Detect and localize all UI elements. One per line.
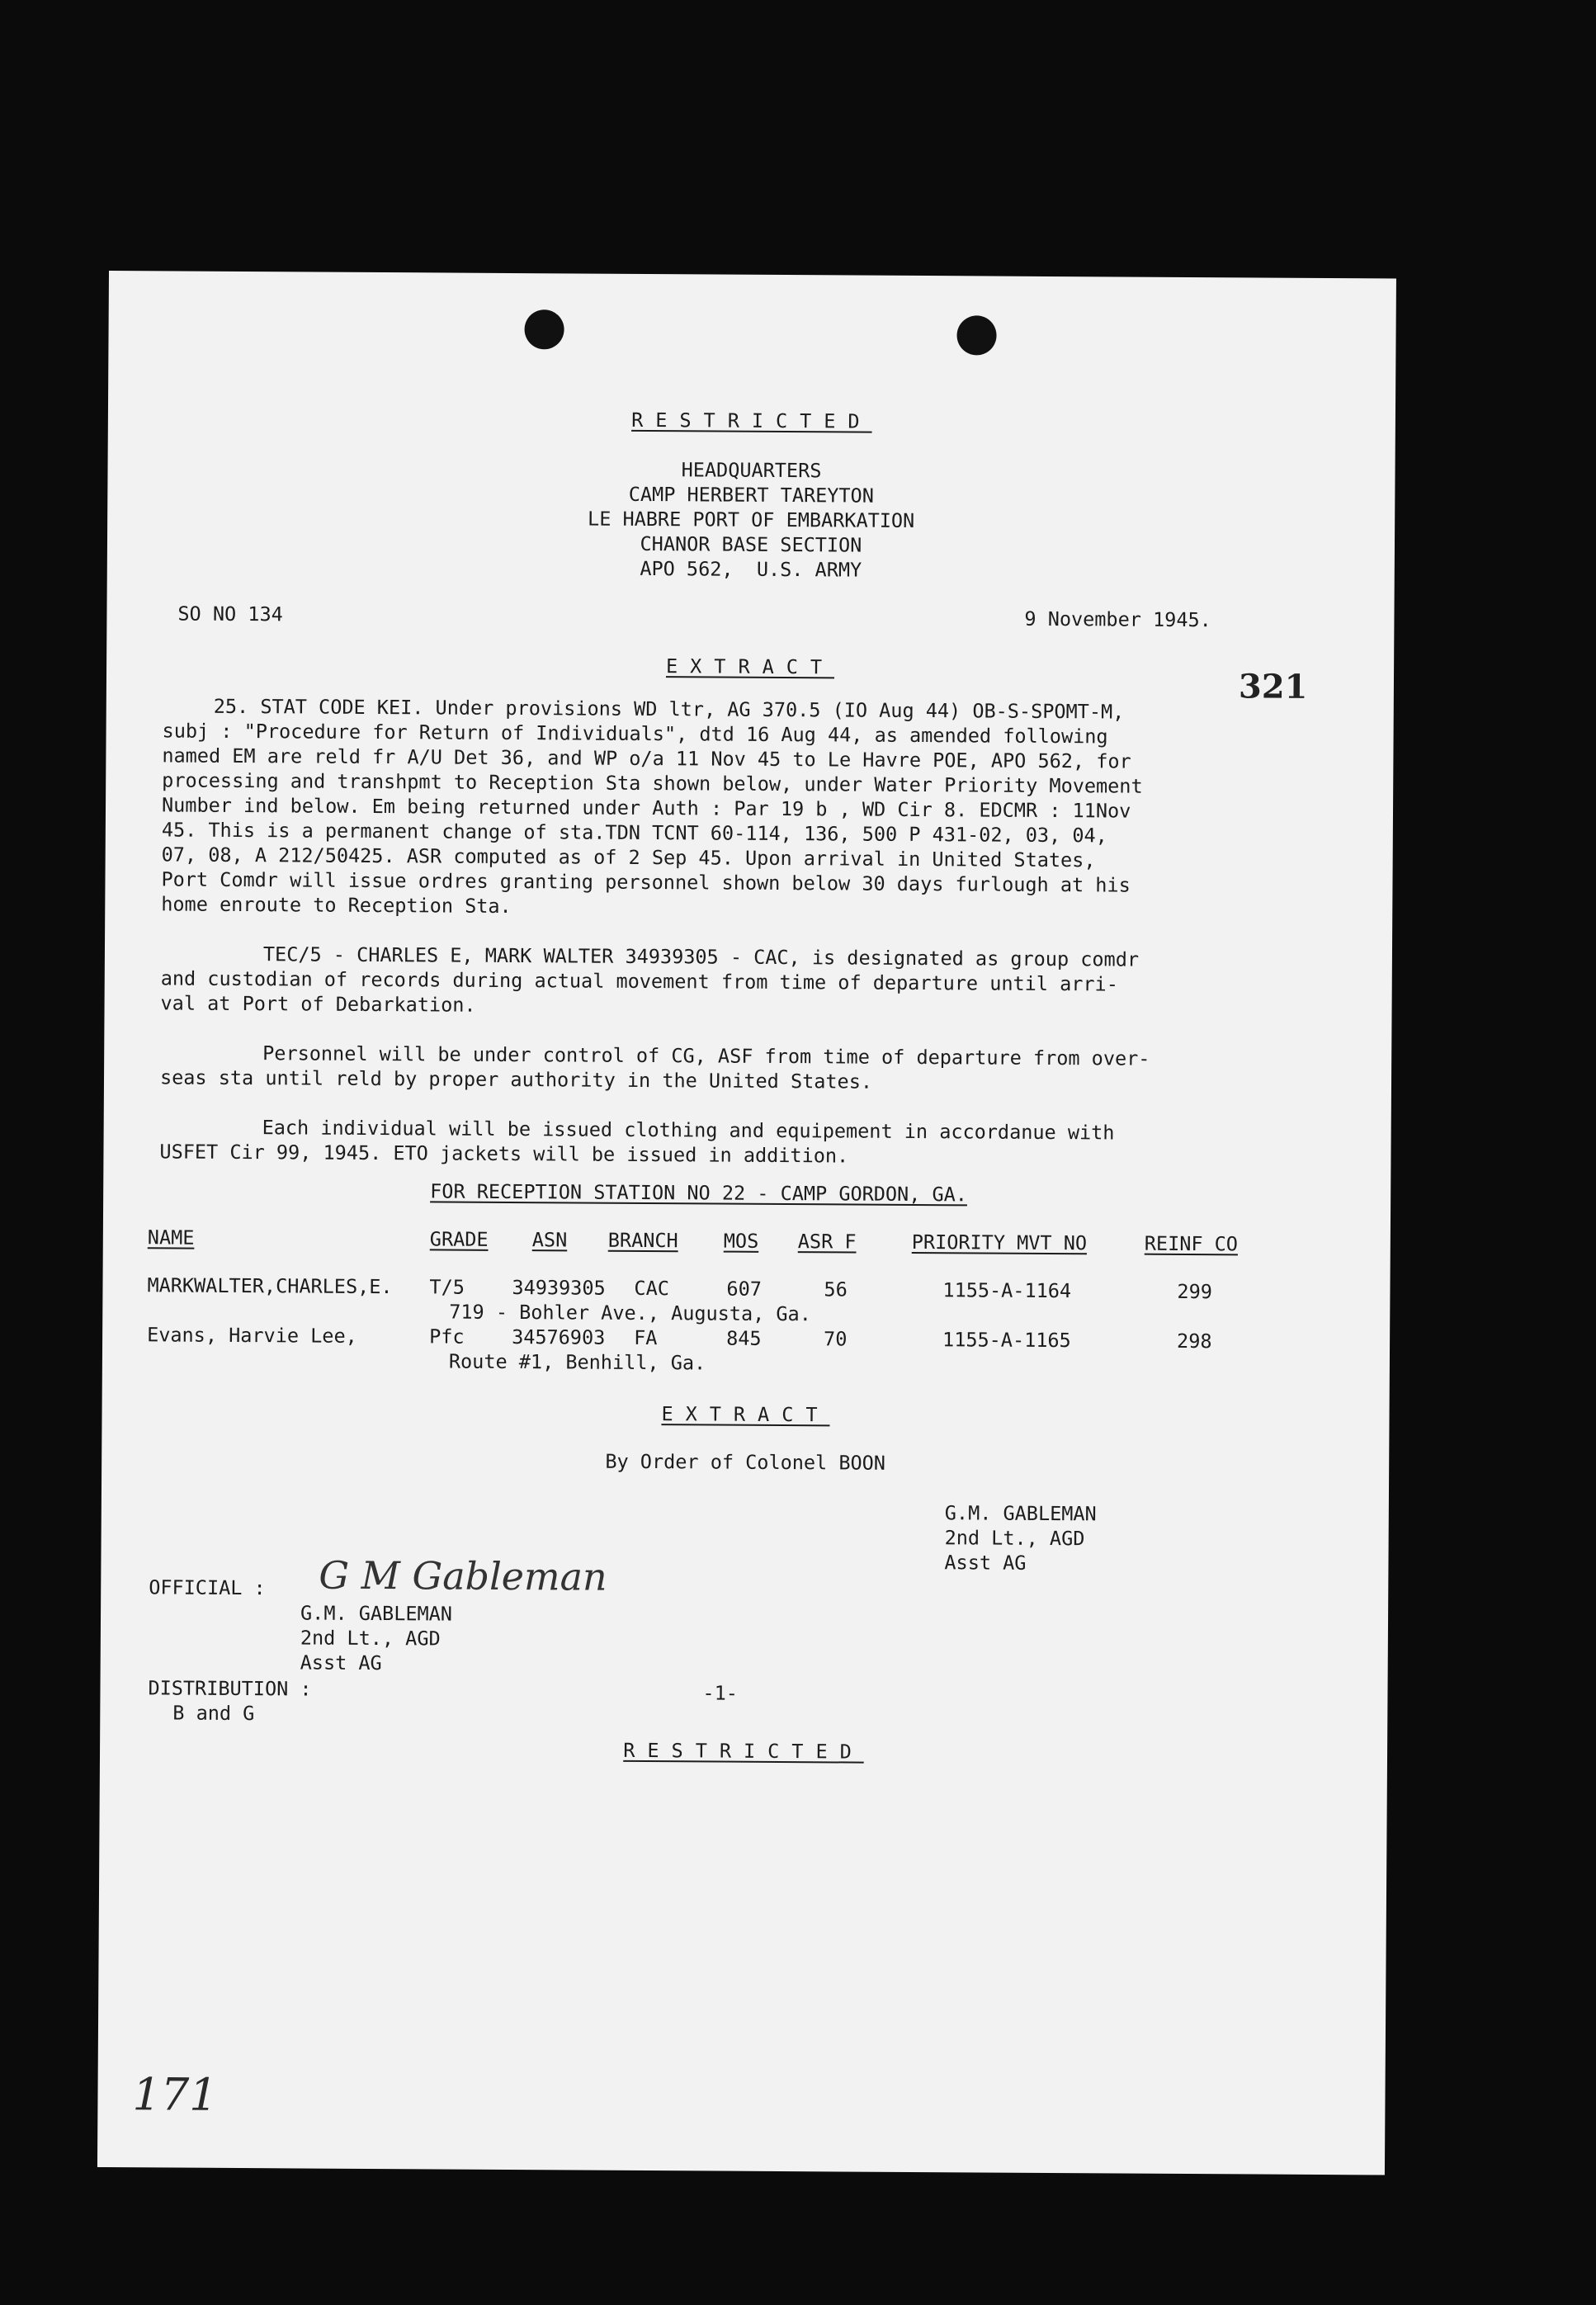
order-date: 9 November 1945. <box>1024 607 1211 632</box>
row-name: MARKWALTER,CHARLES,E. <box>147 1273 393 1299</box>
col-header-asr: ASR_F <box>797 1230 857 1254</box>
extract-heading: EXTRACT <box>665 654 835 679</box>
row-name: Evans, Harvie Lee, <box>147 1323 357 1348</box>
row-asn: 34939305 <box>512 1276 606 1300</box>
row-mos: 607 <box>726 1277 763 1301</box>
handwritten-signature: G M Gableman <box>319 1552 607 1599</box>
col-header-mos: MOS <box>723 1229 759 1253</box>
row-priority: 1155-A-1164 <box>942 1278 1072 1303</box>
row-mos: 845 <box>726 1326 762 1350</box>
paragraph-clothing: Each individual will be issued clothing and equipement in accordanue with USFET Cir 99, 1945. ETO jackets will be issued in addition. <box>159 1116 1115 1168</box>
col-header-branch: BRANCH <box>607 1228 678 1253</box>
paragraph-control: Personnel will be under control of CG, ASF from time of departure from over- seas sta until reld by proper authority in the United States. <box>159 1042 1150 1093</box>
restricted-footer: RESTRICTED <box>623 1738 864 1764</box>
signer-right-rank: 2nd Lt., AGD <box>944 1526 1085 1551</box>
paragraph-25: 25. STAT CODE KEI. Under provisions WD ltr, AG 370.5 (IO Aug 44) OB-S-SPOMT-M, subj : "Procedure for Return of Individuals", dtd 16 Aug 44, as amended following named EM are reld fr A/U Det 36, and WP o/a 11 Nov 45 to Le Havre POE, APO 562, for processing and transhpmt to Reception Sta shown below, under Water Priority Movement Number ind below. Em being returned under Auth : Par 19 b , WD Cir 8. EDCMR : 11Nov 45. This is a permanent change of sta.TDN TCNT 60-114, 136, 500 P 431-02, 03, 04, 07, 08, A 212/50425. ASR computed as of 2 Sep 45. Upon arrival in United States, Port Comdr will issue ordres granting personnel shown below 30 days furlough at his home enroute to Reception Sta. <box>161 694 1143 918</box>
row-asr: 56 <box>824 1278 848 1301</box>
row-grade: T/5 <box>429 1275 465 1299</box>
signer-right-title: Asst AG <box>944 1551 1027 1575</box>
row-asn: 34576903 <box>512 1325 606 1349</box>
row-branch: FA <box>634 1325 658 1350</box>
header-line-3: LE HABRE PORT OF EMBARKATION <box>588 507 915 532</box>
page-number: -1- <box>702 1681 739 1705</box>
header-line-1: HEADQUARTERS <box>681 458 822 483</box>
so-number: SO NO 134 <box>177 602 283 626</box>
row-reinf: 299 <box>1177 1279 1213 1304</box>
row-grade: Pfc <box>429 1325 465 1349</box>
col-header-reinf: REINF CO <box>1144 1231 1239 1256</box>
restricted-header: RESTRICTED <box>631 408 872 433</box>
signer-left-name: G.M. GABLEMAN <box>300 1601 453 1626</box>
row-branch: CAC <box>634 1276 670 1301</box>
col-header-priority: PRIORITY MVT NO <box>911 1230 1088 1255</box>
row-priority: 1155-A-1165 <box>942 1328 1071 1353</box>
distribution-label: DISTRIBUTION : <box>148 1676 312 1701</box>
document-page <box>97 271 1396 2175</box>
punch-hole-right <box>956 315 996 355</box>
signer-left-rank: 2nd Lt., AGD <box>300 1626 441 1651</box>
row-address: 719 - Bohler Ave., Augusta, Ga. <box>449 1300 811 1326</box>
header-line-2: CAMP HERBERT TAREYTON <box>628 482 874 508</box>
signer-left-title: Asst AG <box>300 1651 382 1675</box>
col-header-asn: ASN <box>531 1228 568 1252</box>
stamp-number: 321 <box>1238 667 1308 706</box>
reception-station-heading: FOR RECEPTION STATION NO 22 - CAMP GORDON, GA. <box>430 1179 968 1207</box>
header-line-4: CHANOR BASE SECTION <box>640 531 862 557</box>
col-header-name: NAME <box>147 1226 195 1249</box>
col-header-grade: GRADE <box>429 1227 489 1251</box>
punch-hole-left <box>524 309 564 349</box>
row-reinf: 298 <box>1177 1329 1212 1353</box>
extract-heading-2: EXTRACT <box>661 1402 830 1427</box>
by-order-line: By Order of Colonel BOON <box>605 1449 886 1475</box>
handwritten-corner-number: 171 <box>132 2068 218 2121</box>
distribution-value: B and G <box>172 1701 255 1726</box>
official-label: OFFICIAL : <box>149 1575 266 1600</box>
signer-right-name: G.M. GABLEMAN <box>944 1501 1097 1526</box>
paragraph-group-commander: TEC/5 - CHARLES E, MARK WALTER 34939305 - CAC, is designated as group comdr and custodian of records during actual movement from time of departure until arri- val at Port of Debarkation. <box>160 942 1140 1017</box>
header-line-5: APO 562, U.S. ARMY <box>640 556 862 582</box>
row-address: Route #1, Benhill, Ga. <box>448 1349 706 1375</box>
row-asr: 70 <box>824 1327 848 1351</box>
